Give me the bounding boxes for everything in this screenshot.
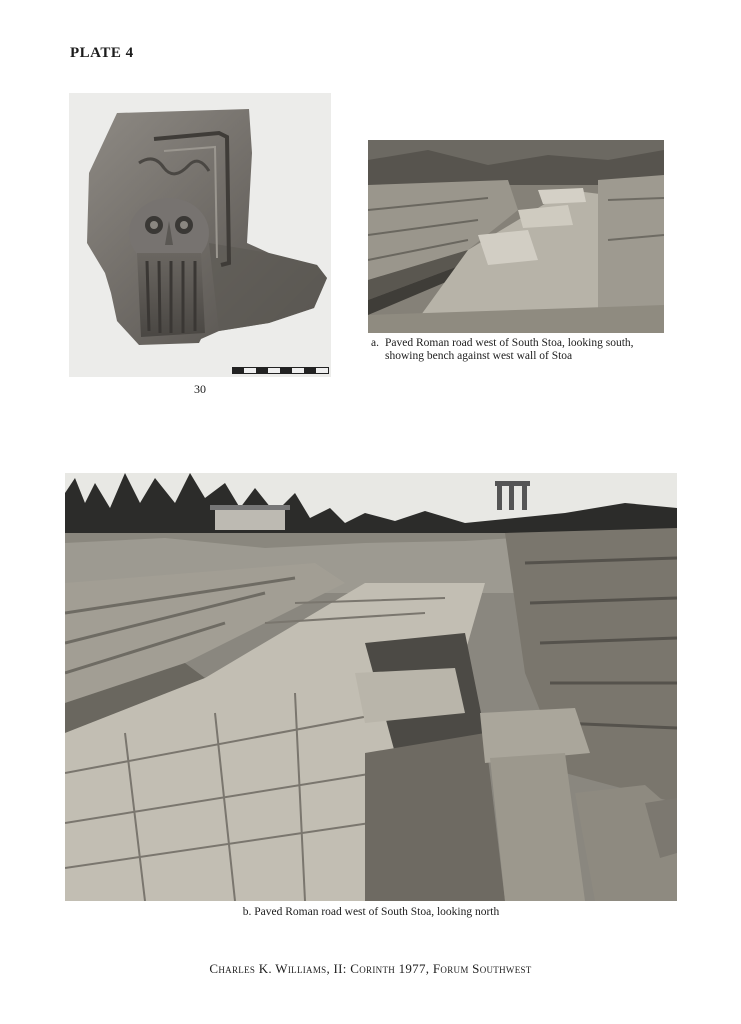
page-footer: Charles K. Williams, II: Corinth 1977, Forum Southwest [209,961,532,976]
figure-number: 30 [194,382,206,396]
photo-relief-fragment [69,93,331,377]
caption-a [371,337,671,363]
scale-bar [232,367,329,374]
plate-label: PLATE 4 [70,45,134,61]
photo-road-looking-south [368,140,664,333]
caption-b: b. Paved Roman road west of South Stoa, looking north [242,906,500,918]
caption-a-letter: a. [371,337,379,349]
photo-road-looking-north [65,473,677,901]
caption-a-text: Paved Roman road west of South Stoa, looking south, showing bench against west wall of Stoa [385,337,634,362]
